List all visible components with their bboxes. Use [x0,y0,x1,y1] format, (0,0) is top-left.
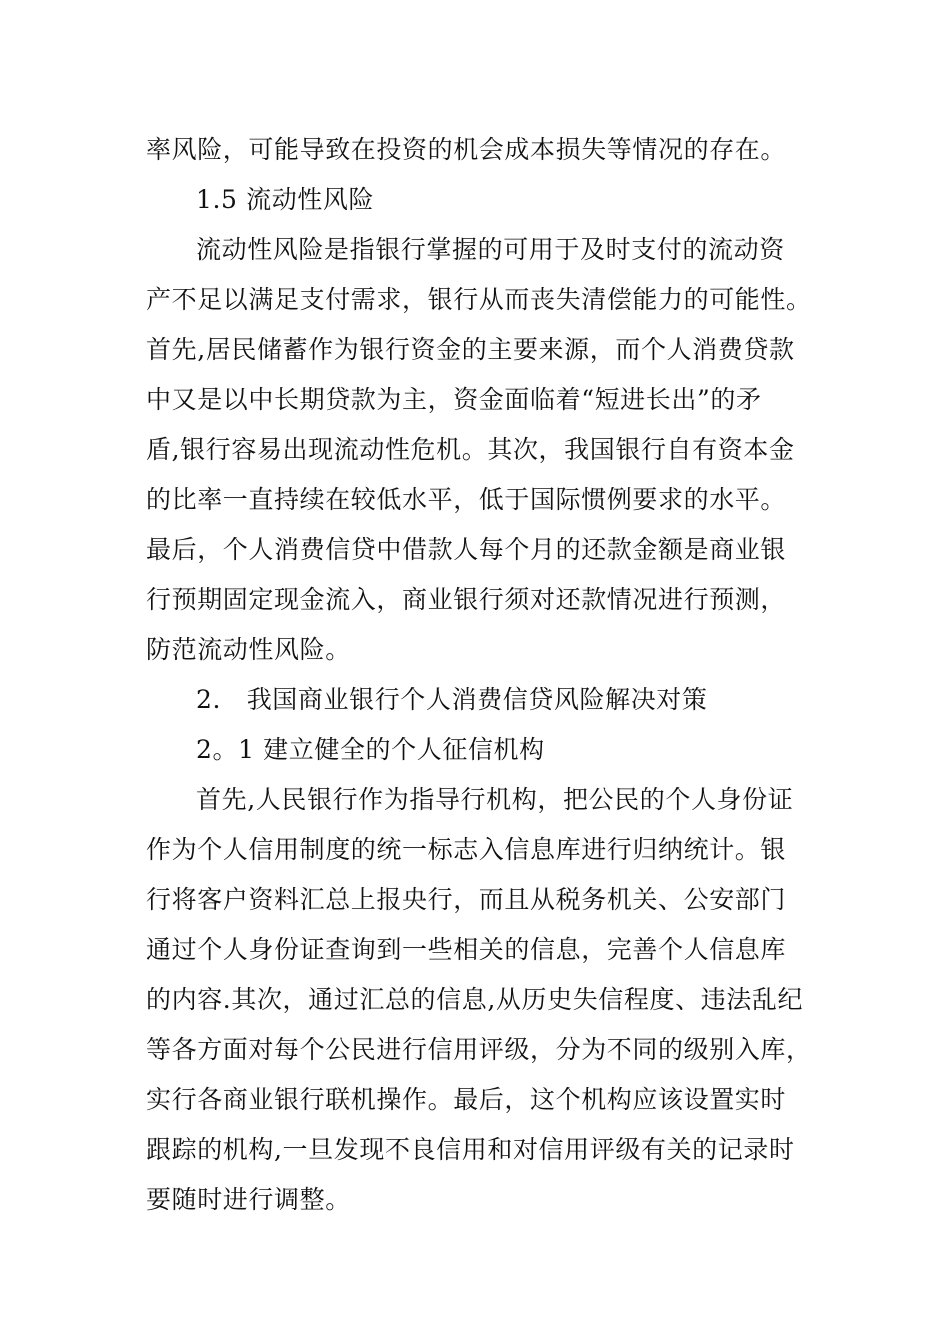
body-text-line: 率风险，可能导致在投资的机会成本损失等情况的存在。 [146,135,787,164]
body-text-line: 跟踪的机构,一旦发现不良信用和对信用评级有关的记录时 [146,1135,795,1164]
body-text-line: 等各方面对每个公民进行信用评级，分为不同的级别入库， [146,1035,812,1064]
section-heading-1-5: 1.5 流动性风险 [196,185,375,214]
body-text-line: 首先,居民储蓄作为银行资金的主要来源，而个人消费贷款 [146,335,795,364]
paragraph-first-line: 首先,人民银行作为指导行机构，把公民的个人身份证 [196,785,794,814]
body-text-line: 行将客户资料汇总上报央行，而且从税务机关、公安部门 [146,885,787,914]
body-text-line: 产不足以满足支付需求，银行从而丧失清偿能力的可能性。 [146,285,812,314]
paragraph-first-line: 流动性风险是指银行掌握的可用于及时支付的流动资 [196,235,785,264]
body-text-line: 防范流动性风险。 [146,635,351,664]
body-text-line: 最后，个人消费信贷中借款人每个月的还款金额是商业银 [146,535,787,564]
body-text-line: 的比率一直持续在较低水平，低于国际惯例要求的水平。 [146,485,787,514]
body-text-line: 行预期固定现金流入，商业银行须对还款情况进行预测， [146,585,787,614]
body-text-line: 的内容.其次，通过汇总的信息,从历史失信程度、违法乱纪 [146,985,804,1014]
body-text-line: 实行各商业银行联机操作。最后，这个机构应该设置实时 [146,1085,787,1114]
body-text-line: 通过个人身份证查询到一些相关的信息，完善个人信息库 [146,935,787,964]
body-text-line: 作为个人信用制度的统一标志入信息库进行归纳统计。银 [146,835,787,864]
section-heading-2-1: 2。1 建立健全的个人征信机构 [196,735,545,764]
body-text-line: 中又是以中长期贷款为主，资金面临着“短进长出”的矛 [146,385,762,414]
body-text-line: 要随时进行调整。 [146,1185,351,1214]
section-heading-2: 2. 我国商业银行个人消费信贷风险解决对策 [196,685,708,714]
body-text-line: 盾,银行容易出现流动性危机。其次，我国银行自有资本金 [146,435,795,464]
